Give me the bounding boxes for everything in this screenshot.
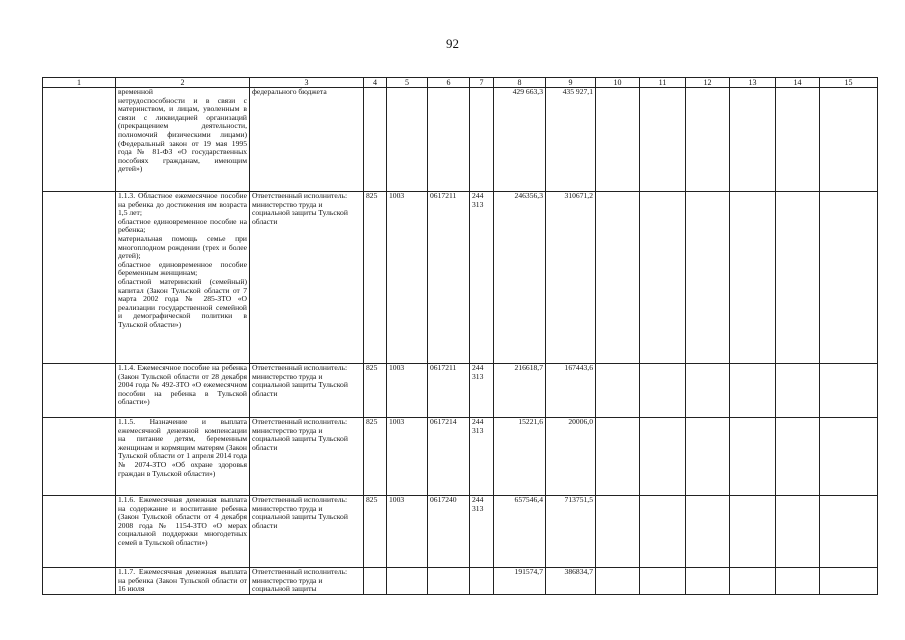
cell-value-9: 713751,5 <box>546 496 596 568</box>
cell-empty <box>640 88 686 192</box>
cell-grbs: 825 <box>364 192 387 364</box>
measure-description: 1.1.6. Ежемесячная денежная выплата на содержание и воспитание ребенка (Закон Тульской области от 4 декабря 2008 года № 1154-ЗТО «О мерах социальной поддержки многодетных семей в Тульской области») <box>116 496 250 568</box>
measure-description: 1.1.3. Областное ежемесячное пособие на ребенка до достижения им возраста 1,5 лет; областное единовременное пособие на ребенка; материальная помощь семье при многоплодном рождении (трех и более детей); областное единовременное пособие беременным женщинам; областной материнский (семейный) капитал (Закон Тульской области от 7 марта 2002 года № 285-ЗТО «О реализации государственной семейной и демографической политики в Тульской области») <box>116 192 250 364</box>
executor-cell: федерального бюджета <box>250 88 364 192</box>
cell-empty <box>640 418 686 496</box>
cell-empty <box>820 192 878 364</box>
header-cell: 3 <box>250 78 364 88</box>
cell-value-9: 167443,6 <box>546 364 596 418</box>
measure-description: временной нетрудоспособности и в связи с материнством, и лицам, уволенным в связи с ликвидацией организаций (прекращением деятельности, полномочий физическими лицами) (Федеральный закон от 19 мая 1995 года № 81-ФЗ «О государственных пособиях гражданам, имеющим детей») <box>116 88 250 192</box>
cell-empty <box>776 192 820 364</box>
header-cell: 12 <box>686 78 730 88</box>
cell-section: 1003 <box>387 192 428 364</box>
cell-empty <box>730 568 776 595</box>
header-cell: 8 <box>494 78 546 88</box>
cell-expense-type <box>470 88 494 192</box>
cell-empty <box>596 364 640 418</box>
cell-grbs <box>364 88 387 192</box>
cell-section <box>387 568 428 595</box>
cell-empty <box>596 496 640 568</box>
header-cell: 13 <box>730 78 776 88</box>
cell-value-8: 15221,6 <box>494 418 546 496</box>
cell-empty <box>686 88 730 192</box>
cell-empty <box>686 496 730 568</box>
cell-expense-type: 244 313 <box>470 192 494 364</box>
cell-value-8: 429 663,3 <box>494 88 546 192</box>
cell-target: 0617214 <box>428 418 470 496</box>
cell-empty <box>730 364 776 418</box>
cell-empty <box>820 88 878 192</box>
cell-empty <box>596 418 640 496</box>
executor-cell: Ответственный исполнитель: министерство труда и социальной защиты Тульской области <box>250 496 364 568</box>
table-row <box>43 496 878 568</box>
cell-empty <box>640 192 686 364</box>
measure-description: 1.1.5. Назначение и выплата ежемесячной денежной компенсации на питание детям, беременным женщинам и кормящим матерям (Закон Тульской области от 1 апреля 2014 года № 2074-ЗТО «Об охране здоровья граждан в Тульской области») <box>116 418 250 496</box>
header-cell: 1 <box>43 78 116 88</box>
cell-expense-type: 244 313 <box>470 418 494 496</box>
cell-grbs: 825 <box>364 496 387 568</box>
cell-grbs: 825 <box>364 418 387 496</box>
cell-expense-type <box>470 568 494 595</box>
cell-empty <box>820 568 878 595</box>
cell-empty <box>596 88 640 192</box>
cell-empty <box>43 496 116 568</box>
executor-cell: Ответственный исполнитель: министерство труда и социальной защиты Тульской области <box>250 192 364 364</box>
cell-empty <box>43 364 116 418</box>
cell-empty <box>730 418 776 496</box>
cell-value-9: 310671,2 <box>546 192 596 364</box>
header-cell: 14 <box>776 78 820 88</box>
cell-section <box>387 88 428 192</box>
cell-target <box>428 88 470 192</box>
header-row <box>43 78 878 88</box>
cell-target: 0617211 <box>428 364 470 418</box>
executor-cell: Ответственный исполнитель: министерство труда и социальной защиты <box>250 568 364 595</box>
cell-empty <box>730 496 776 568</box>
measure-description: 1.1.7. Ежемесячная денежная выплата на ребенка (Закон Тульской области от 16 июля <box>116 568 250 595</box>
header-cell: 15 <box>820 78 878 88</box>
cell-grbs <box>364 568 387 595</box>
cell-empty <box>820 496 878 568</box>
cell-empty <box>776 568 820 595</box>
cell-empty <box>686 418 730 496</box>
cell-empty <box>686 568 730 595</box>
cell-target <box>428 568 470 595</box>
cell-empty <box>730 88 776 192</box>
table-row <box>43 88 878 192</box>
cell-value-8: 246356,3 <box>494 192 546 364</box>
cell-empty <box>730 192 776 364</box>
executor-cell: Ответственный исполнитель: министерство труда и социальной защиты Тульской области <box>250 418 364 496</box>
cell-value-9: 386834,7 <box>546 568 596 595</box>
table-row <box>43 364 878 418</box>
header-cell: 4 <box>364 78 387 88</box>
header-cell: 5 <box>387 78 428 88</box>
measure-description: 1.1.4. Ежемесячное пособие на ребенка (Закон Тульской области от 28 декабря 2004 года № 492-ЗТО «О ежемесячном пособии на ребенка в Тульской области») <box>116 364 250 418</box>
header-cell: 6 <box>428 78 470 88</box>
cell-target: 0617240 <box>428 496 470 568</box>
cell-empty <box>596 568 640 595</box>
cell-section: 1003 <box>387 418 428 496</box>
cell-section: 1003 <box>387 364 428 418</box>
table-row <box>43 192 878 364</box>
cell-empty <box>686 192 730 364</box>
cell-section: 1003 <box>387 496 428 568</box>
header-cell: 10 <box>596 78 640 88</box>
page-number: 92 <box>446 36 459 51</box>
cell-value-8: 657546,4 <box>494 496 546 568</box>
cell-empty <box>43 88 116 192</box>
cell-empty <box>776 88 820 192</box>
table-row <box>43 418 878 496</box>
cell-empty <box>43 568 116 595</box>
header-cell: 9 <box>546 78 596 88</box>
cell-value-8: 216618,7 <box>494 364 546 418</box>
header-cell: 2 <box>116 78 250 88</box>
cell-expense-type: 244 313 <box>470 496 494 568</box>
cell-empty <box>640 568 686 595</box>
cell-empty <box>776 364 820 418</box>
cell-empty <box>640 496 686 568</box>
table-row <box>43 568 878 595</box>
executor-cell: Ответственный исполнитель: министерство труда и социальной защиты Тульской области <box>250 364 364 418</box>
cell-value-8: 191574,7 <box>494 568 546 595</box>
cell-empty <box>776 418 820 496</box>
program-table <box>42 77 878 595</box>
cell-empty <box>686 364 730 418</box>
header-cell: 11 <box>640 78 686 88</box>
cell-empty <box>43 418 116 496</box>
cell-empty <box>820 364 878 418</box>
cell-empty <box>640 364 686 418</box>
cell-expense-type: 244 313 <box>470 364 494 418</box>
cell-empty <box>820 418 878 496</box>
cell-value-9: 20006,0 <box>546 418 596 496</box>
cell-empty <box>596 192 640 364</box>
cell-empty <box>43 192 116 364</box>
cell-value-9: 435 927,1 <box>546 88 596 192</box>
cell-grbs: 825 <box>364 364 387 418</box>
header-cell: 7 <box>470 78 494 88</box>
cell-empty <box>776 496 820 568</box>
cell-target: 0617211 <box>428 192 470 364</box>
